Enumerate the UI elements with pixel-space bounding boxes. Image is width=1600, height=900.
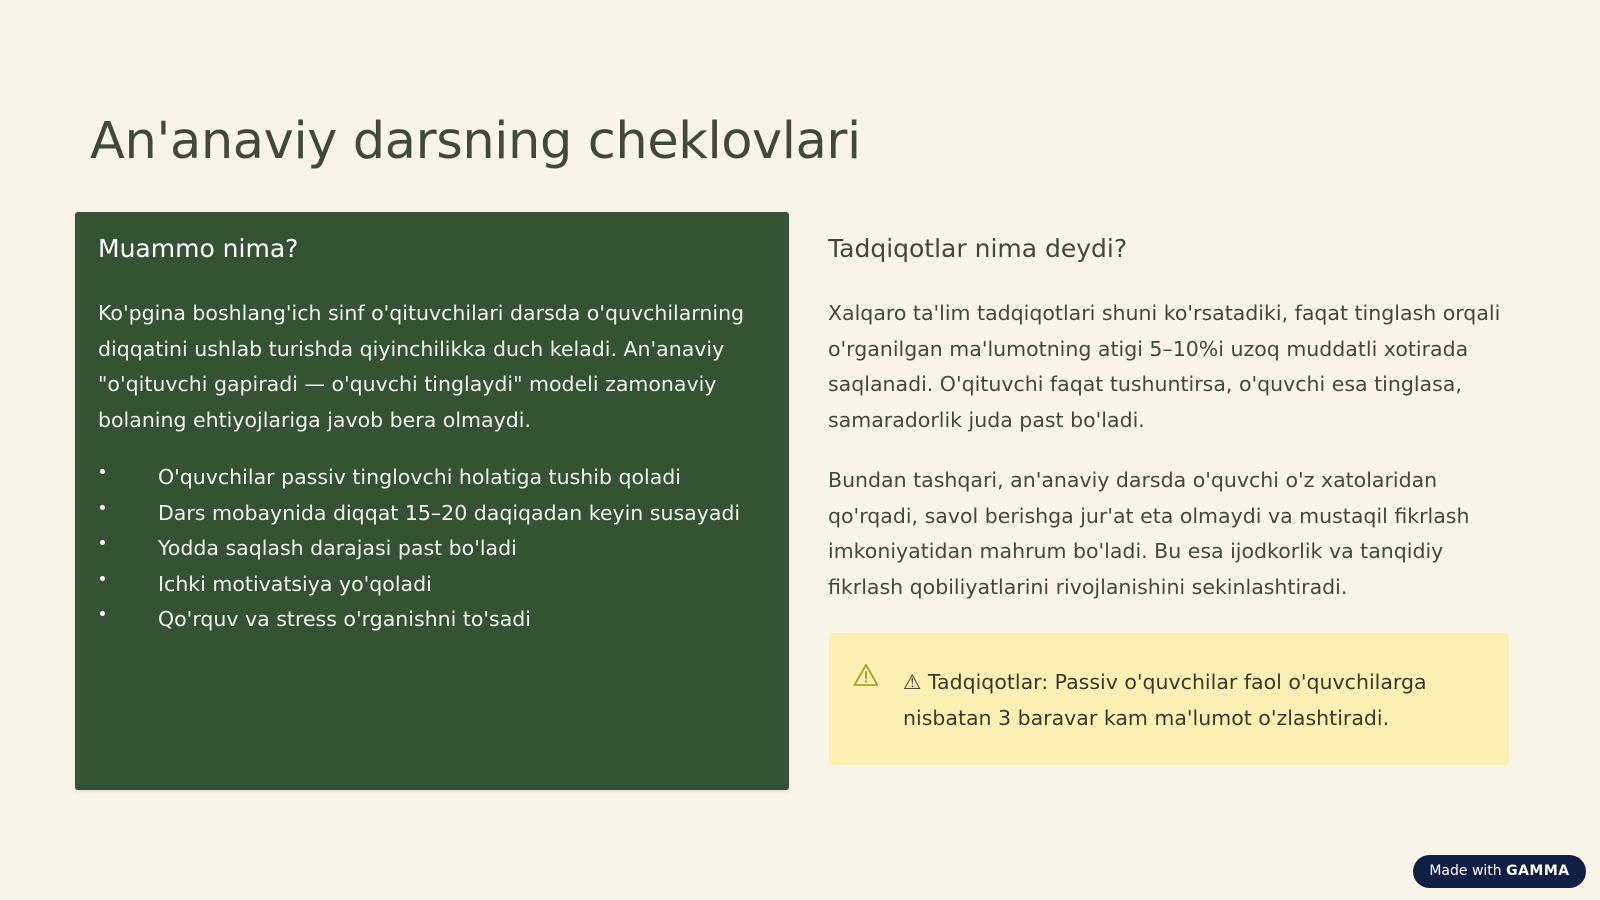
research-heading: Tadqiqotlar nima deydi? <box>828 234 1128 263</box>
gamma-logo: GAMMA <box>1506 863 1570 879</box>
bullet-item-text: Qo'rquv va stress o'rganishni to'sadi <box>158 607 531 632</box>
bullet-dot-icon <box>100 505 105 510</box>
made-with-gamma-badge[interactable] <box>1413 855 1586 888</box>
bullet-item <box>98 531 778 567</box>
bullet-item-text: Yodda saqlash darajasi past bo'ladi <box>158 536 517 561</box>
badge-prefix: Made with <box>1429 863 1502 879</box>
problem-card-heading: Muammo nima? <box>98 234 299 263</box>
research-paragraph-1: Xalqaro ta'lim tadqiqotlari shuni ko'rsatadiki, faqat tinglash orqali o'rganilgan ma'lumotning atigi 5–10%i uzoq muddatli xotirada saqlanadi. O'qituvchi faqat tushuntirsa, o'quvchi esa tinglasa, samaradorlik juda past bo'ladi. <box>828 301 1501 432</box>
bullet-item <box>98 460 778 496</box>
bullet-item <box>98 602 778 638</box>
research-paragraph-2: Bundan tashqari, an'anaviy darsda o'quvchi o'z xatolaridan qo'rqadi, savol berishga jur'at eta olmaydi va mustaqil fikrlash imkoniyatidan mahrum bo'ladi. Bu esa ijodkorlik va tanqidiy fikrlash qobiliyatlarini rivojlanishini sekinlashtiradi. <box>828 468 1470 599</box>
bullet-dot-icon <box>100 540 105 545</box>
bullet-item <box>98 496 778 532</box>
bullet-item <box>98 567 778 603</box>
bullet-item-text: Ichki motivatsiya yo'qoladi <box>158 571 432 596</box>
bullet-dot-icon <box>100 469 105 474</box>
bullet-dot-icon <box>100 611 105 616</box>
research-callout <box>829 633 1509 765</box>
warning-icon <box>853 663 879 687</box>
bullet-item-text: O'quvchilar passiv tinglovchi holatiga tushib qoladi <box>158 465 682 489</box>
slide-title: An'anaviy darsning cheklovlari <box>90 112 861 171</box>
bullet-item-text: Dars mobaynida diqqat 15–20 daqiqadan keyin susayadi <box>158 500 741 525</box>
problem-card-paragraph: Ko'pgina boshlang'ich sinf o'qituvchilari darsda o'quvchilarning diqqatini ushlab turishda qiyinchilikka duch keladi. An'anaviy "o'qituvchi gapiradi — o'quvchi tinglaydi" modeli zamonaviy bolaning ehtiyojlariga javob bera olmaydi. <box>98 301 745 432</box>
problem-card <box>75 212 789 790</box>
callout-text: ⚠ Tadqiqotlar: Passiv o'quvchilar faol o'quvchilarga nisbatan 3 baravar kam ma'lumot o'zlashtiradi. <box>903 670 1427 730</box>
problem-bullet-list <box>98 460 778 638</box>
bullet-dot-icon <box>100 576 105 581</box>
